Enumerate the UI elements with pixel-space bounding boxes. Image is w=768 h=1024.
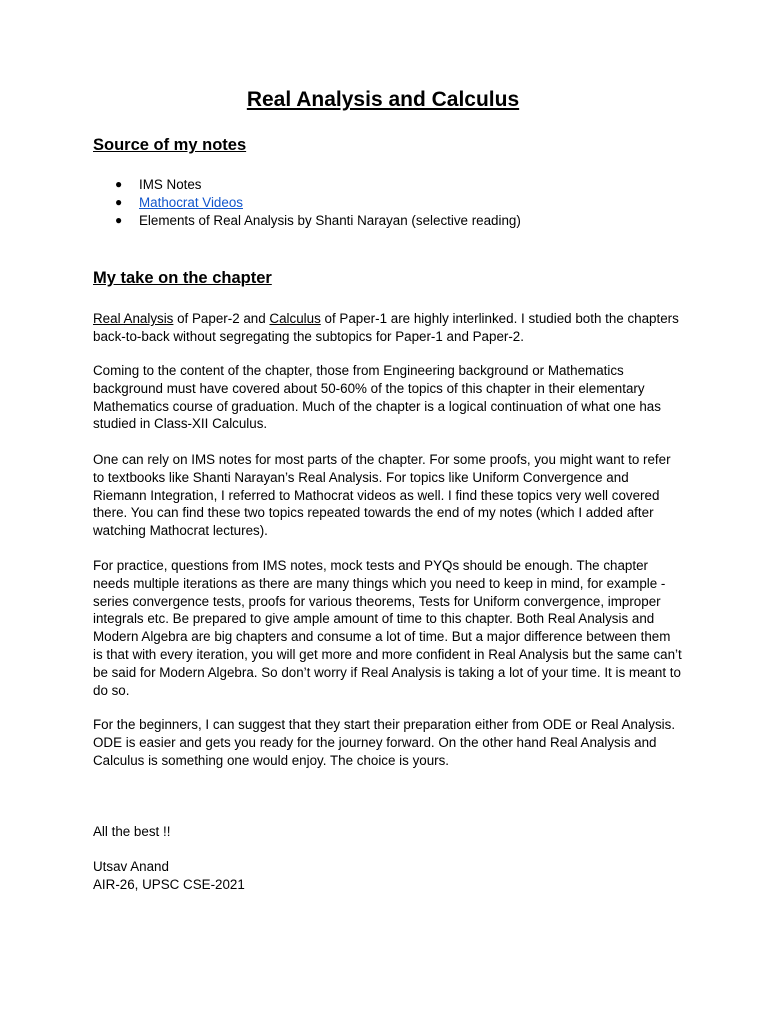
term-real-analysis: Real Analysis [93,311,174,326]
source-item-shanti-narayan: Elements of Real Analysis by Shanti Narayan (selective reading) [139,212,521,228]
paragraph-practice: For practice, questions from IMS notes, mock tests and PYQs should be enough. The chapter needs multiple iterations as there are many things which you need to keep in mind, for example - series convergence tests, proofs for various theorems, Tests for Uniform convergence, improper integrals etc. Be prepared to give ample amount of time to this chapter. Both Real Analysis and Modern Algebra are big chapters and consume a lot of time. But a major difference between them is that with every iteration, you will get more and more confident in Real Analysis but the same can’t be said for Modern Algebra. So don’t worry if Real Analysis is taking a lot of your time. It is meant to do so. [93,558,682,698]
author-rank: AIR-26, UPSC CSE-2021 [93,876,245,892]
signature-block [93,858,245,894]
list-item [93,194,521,212]
page-title: Real Analysis and Calculus [246,88,520,111]
bullet-icon: ● [115,177,123,191]
list-item [93,176,521,194]
take-heading: My take on the chapter [93,269,272,287]
source-heading: Source of my notes [93,136,247,154]
paragraph-text: of Paper-1 are highly interlinked. I studied both the chapters back-to-back without segregating the subtopics for Paper-1 and Paper-2. [93,311,679,344]
bullet-icon: ● [115,212,123,227]
paragraph-resources: One can rely on IMS notes for most parts of the chapter. For some proofs, you might want to refer to textbooks like Shanti Narayan’s Real Analysis. For topics like Uniform Convergence and Riemann Integration, I referred to Mathocrat videos as well. I find these topics very well covered there. You can find these two topics repeated towards the end of my notes (which I added after watching Mathocrat lectures). [93,452,671,539]
paragraph-beginners: For the beginners, I can suggest that they start their preparation either from ODE or Real Analysis. ODE is easier and gets you ready for the journey forward. On the other hand Real Analysis and Calculus is something one would enjoy. The choice is yours. [93,717,676,768]
term-calculus: Calculus [269,311,321,326]
mathocrat-videos-link[interactable]: Mathocrat Videos [139,194,243,210]
paragraph-content: Coming to the content of the chapter, those from Engineering background or Mathematics background must have covered about 50-60% of the topics of this chapter in their elementary Mathematics course of graduation. Much of the chapter is a logical continuation of what one has studied in Class-XII Calculus. [93,363,661,432]
list-item [93,212,521,230]
source-item-ims-notes: IMS Notes [139,177,202,192]
paragraph-interlinked [93,310,683,346]
author-name: Utsav Anand [93,859,169,874]
signoff: All the best !! [93,824,171,839]
bullet-icon: ● [115,194,123,209]
paragraph-text: of Paper-2 and [173,311,270,326]
source-list [93,176,521,229]
